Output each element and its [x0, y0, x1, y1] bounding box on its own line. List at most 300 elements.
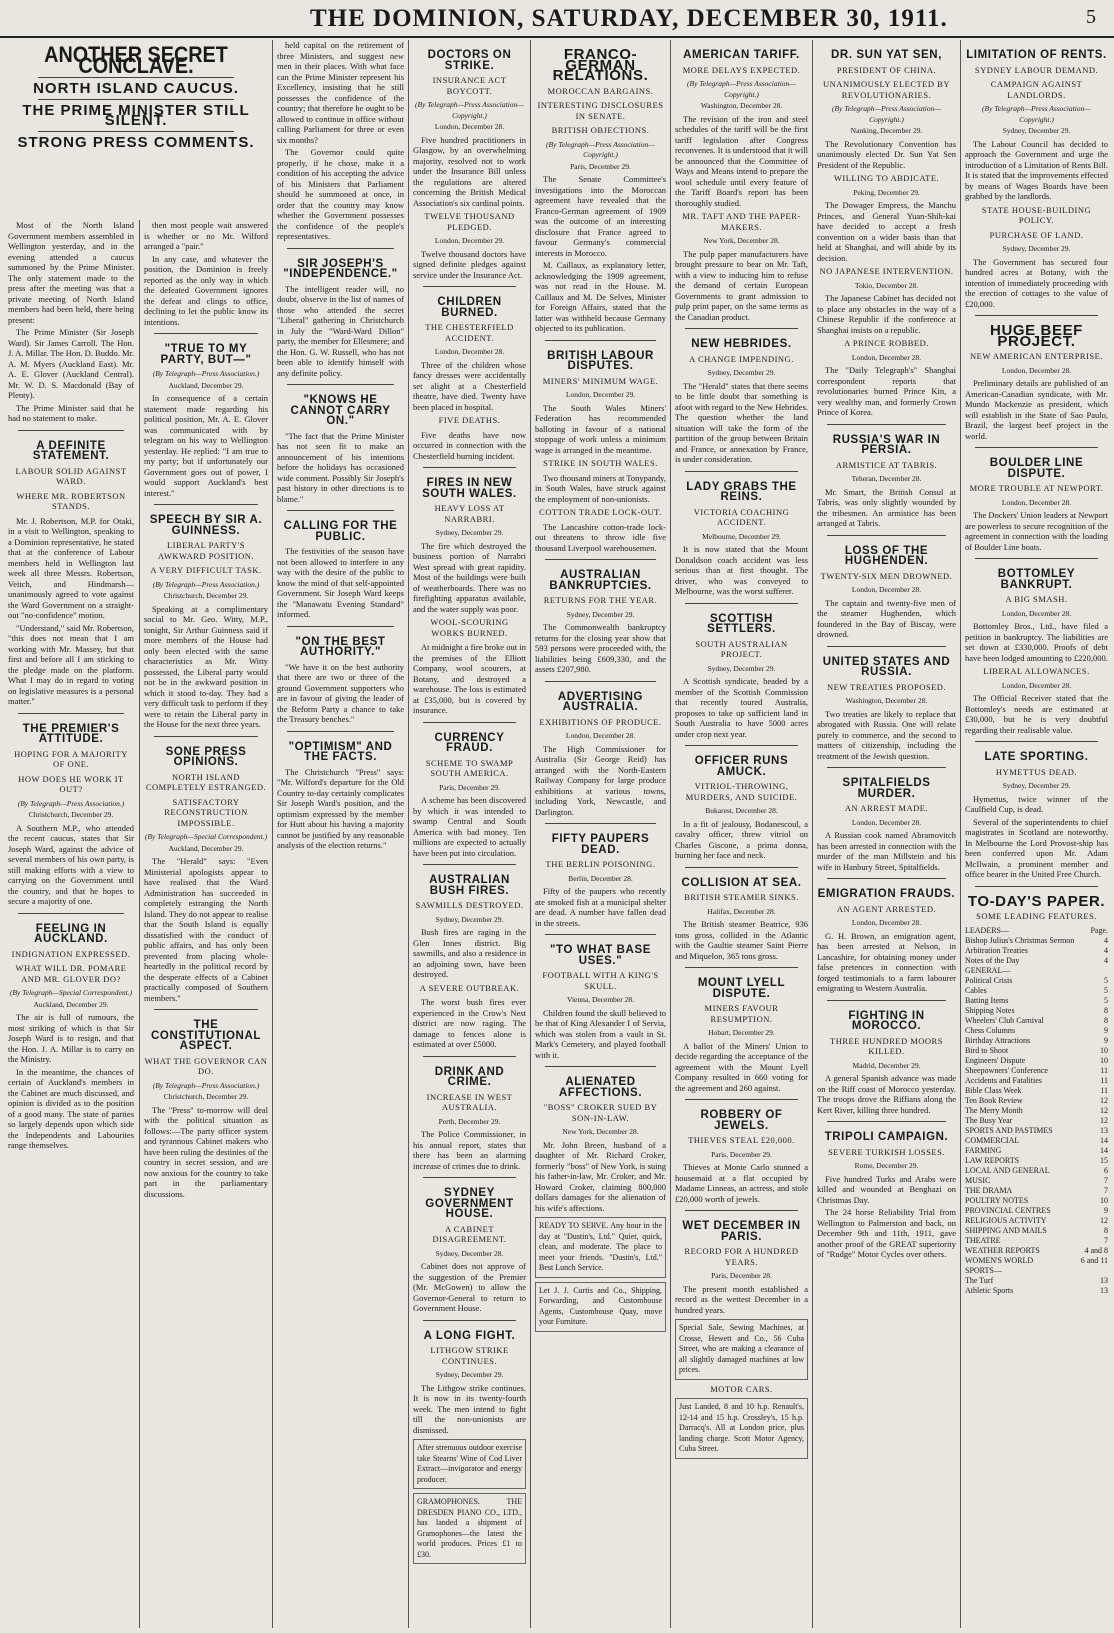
dateline: Sydney, December 29.: [1002, 126, 1071, 135]
contents-page: 4: [1104, 935, 1108, 945]
paragraph: Cabinet does not approve of the suggestion of the Premier (Mr. McGowen) to allow the Governor-General to return to Government House.: [413, 1261, 526, 1313]
sub-heading: HEAVY LOSS AT NARRABRI.: [434, 503, 505, 524]
column-rule: [670, 40, 671, 1628]
page-number: 5: [1086, 6, 1096, 28]
advertisement: After strenuous outdoor exercise take Stearns' Wine of Cod Liver Extract—invigorator and energy producer.: [413, 1439, 526, 1489]
credit-line: (By Telegraph—Special Correspondent.): [9, 988, 133, 997]
contents-row: [965, 1036, 1108, 1046]
column-rule: [530, 40, 531, 1628]
sub-heading: MOROCCAN BARGAINS.: [547, 85, 654, 96]
sub-heading: LIBERAL PARTY'S AWKWARD POSITION.: [157, 540, 255, 561]
divider: [423, 286, 516, 287]
dateline: New York, December 28.: [703, 236, 780, 245]
contents-page: 8: [1104, 1005, 1108, 1015]
paragraph: Three of the children whose fancy dresses were accidentally set alight at a Chesterfield theatre, have died. Twenty have been placed in hospital.: [413, 359, 526, 412]
contents-row: [965, 936, 1108, 946]
sub-headline: STRONG PRESS COMMENTS.: [17, 133, 255, 151]
paragraph: The Prime Minister said that he had no statement to make.: [8, 402, 134, 423]
section-heading: LIMITATION OF RENTS.: [966, 49, 1107, 61]
section-heading: OFFICER RUNS AMUCK.: [694, 755, 789, 778]
contents-row: [965, 926, 1108, 936]
dateline: London, December 29.: [565, 390, 636, 399]
paragraph: Mr. J. Robertson, M.P. for Otaki, in a visit to Wellington, speaking to a Dominion representative, he stated that at the conference of Labour members held in Wellington last week all three Messrs. Robertson, Veitch, and Hindmarsh—unanimously agreed to vote against the Ward Government on a straight-out "no-confidence" motion.: [8, 515, 134, 620]
contents-item: Shipping Notes: [965, 1005, 1015, 1015]
paragraph: held capital on the retirement of three Ministers, and suggest new men in their places. With what face can the Prime Minister represent his Excellency, insisting that he still possesses the confidence of the country; that therefore he ought to be allowed to continue in office without calling Parliament for three or even six months?: [277, 40, 404, 145]
contents-page: 4: [1104, 945, 1108, 955]
contents-page: 5: [1104, 995, 1108, 1005]
paragraph: A scheme has been discovered by which it was intended to swamp Central and South America with bad money. Ten millions are expected to actually have been put into circulation.: [413, 795, 526, 858]
paragraph: The Senate Committee's investigations into the Moroccan agreement have revealed that the Franco-German agreement of 1909 was the outcome of an interesting disclosure that France agreed to favour Germany's commercial interests in Morocco.: [535, 174, 666, 258]
divider: [685, 603, 798, 604]
contents-item: LEADERS—: [965, 925, 1009, 935]
contents-page: 11: [1100, 1085, 1108, 1095]
paragraph: A Southern M.P., who attended the recent caucus, states that Sir Joseph Ward, against the advice of several members of his own party, is still making efforts with a view to carrying on the Government until the country, and that he hopes to secure a majority of one.: [8, 822, 134, 906]
paragraph: A general Spanish advance was made on the Riff coast of Morocco yesterday. The troops drove the Riffians along the Kert River, killing three hundred.: [817, 1073, 956, 1115]
contents-row: [965, 1006, 1108, 1016]
paragraph: Mr. Smart, the British Consul at Tabris, was only slightly wounded by the tribesmen. An armistice has been arranged at Tabris.: [817, 486, 956, 528]
sub-heading: FOOTBALL WITH A KING'S SKULL.: [542, 970, 659, 991]
contents-row: [965, 1046, 1108, 1056]
divider: [685, 1210, 798, 1211]
paragraph: The "Herald" states that there seems to be little doubt that something is afoot with regard to the New Hebrides. The question whether the land situation will take the form of the partition of the group between Britain and France, or annexation by France, is under consideration.: [675, 380, 808, 464]
divider: [154, 504, 258, 505]
dateline: Christchurch, December 29.: [163, 591, 249, 600]
section-heading: SCOTTISH SETTLERS.: [707, 612, 776, 635]
column-4: [413, 40, 526, 1628]
dateline: Washington, December 28.: [845, 696, 928, 705]
paragraph: The 24 horse Reliability Trial from Wellington to Palmerston and back, on December 9th and 11th, 1911, gave another proof of the GREAT superiority of "Rudge" Motor Cycles over others.: [817, 1207, 956, 1259]
divider: [827, 646, 946, 647]
contents-item: LAW REPORTS: [965, 1155, 1020, 1165]
paragraph: Preliminary details are published of an American-Canadian syndicate, with Mr. Mundo Mackenzie as president, which will establish in the State of Sao Paulo, Brazil, the largest beef project in the world.: [965, 378, 1108, 441]
section-heading: MOUNT LYELL DISPUTE.: [697, 977, 786, 1000]
masthead-title: THE DOMINION, SATURDAY, DECEMBER 30, 1911.: [310, 5, 948, 32]
dateline: Christchurch, December 29.: [28, 810, 114, 819]
dateline: London, December 28.: [851, 352, 922, 362]
credit-line: (By Telegraph—Press Association.): [152, 1080, 260, 1090]
divider: [685, 471, 798, 472]
column-rule: [812, 40, 813, 1628]
contents-page: 8: [1104, 1015, 1108, 1025]
sub-heading: HOW DOES HE WORK IT OUT?: [18, 773, 124, 794]
sub-heading: INCREASE IN WEST AUSTRALIA.: [426, 1091, 513, 1112]
sub-heading: WHERE MR. ROBERTSON STANDS.: [16, 490, 126, 511]
dateline: Nanking, December 29.: [850, 126, 923, 135]
paragraph: The fire which destroyed the business portion of Narrabri West spread with great rapidity. Most of the buildings were built of weatherboards. There was no firefighting apparatus available, and the water supply was poor.: [413, 540, 526, 614]
divider: [975, 315, 1098, 316]
dateline: Auckland, December 29.: [33, 999, 109, 1009]
divider: [423, 1177, 516, 1178]
section-heading: DRINK AND CRIME.: [434, 1065, 505, 1088]
section-heading: THE CONSTITUTIONAL ASPECT.: [151, 1019, 261, 1052]
dateline: Teheran, December 28.: [851, 474, 922, 483]
sub-heading: A VERY DIFFICULT TASK.: [150, 565, 262, 575]
divider: [287, 510, 394, 511]
divider: [423, 1320, 516, 1321]
paragraph: In consequence of a certain statement made regarding his political position, Mr. A. E. Glover was communicated with by telegram on his way to Wellington yesterday. He replied: "I am true to my party; but if unfortunately our Government goes out of power, I would support Auckland's best interest.": [144, 393, 268, 498]
divider: [975, 447, 1098, 448]
contents-row: [965, 956, 1108, 966]
sub-heading: SEVERE TURKISH LOSSES.: [828, 1146, 945, 1157]
divider: [18, 713, 124, 714]
sub-heading: TWENTY-SIX MEN DROWNED.: [820, 570, 953, 581]
credit-line: (By Telegraph—Press Association—Copyright.): [982, 104, 1091, 124]
dateline: Paris, December 29.: [711, 1149, 772, 1159]
sub-heading: SAWMILLS DESTROYED.: [415, 900, 524, 910]
section-heading: "ON THE BEST AUTHORITY.": [295, 635, 386, 658]
sub-heading: MORE DELAYS EXPECTED.: [682, 64, 801, 75]
sub-heading: A BIG SMASH.: [1005, 594, 1068, 604]
contents-item: Ten Book Review: [965, 1095, 1023, 1105]
sub-heading: WOOL-SCOURING WORKS BURNED.: [430, 617, 509, 638]
advertisement: GRAMOPHONES. THE DRESDEN PIANO CO., LTD., has landed a shipment of Gramophones—the latest the world produces. Prices £1 to £30.: [413, 1493, 526, 1564]
contents-item: Sheepowners' Conference: [965, 1065, 1048, 1075]
paragraph: The "Daily Telegraph's" Shanghai correspondent reports that revolutionaries burned Prince Kin, a very wealthy man, and formerly Crown Prince of Korea.: [817, 365, 956, 417]
section-heading: DR. SUN YAT SEN,: [831, 49, 942, 61]
advertisement: Let J. J. Curtis and Co., Shipping, Forwarding, and Customhouse Agents, Customhouse Quay, move your Furniture.: [535, 1282, 666, 1332]
contents-page: 8: [1104, 1225, 1108, 1235]
sub-heading: EXHIBITIONS OF PRODUCE.: [539, 716, 662, 727]
divider: [545, 559, 656, 560]
sub-heading: VICTORIA COACHING ACCIDENT.: [693, 506, 790, 527]
divider: [18, 430, 124, 431]
paragraph: Twelve thousand doctors have signed definite pledges against service under the Insurance Act.: [413, 248, 526, 280]
paragraph: Several of the superintendents to chief magistrates in Scotland are noteworthy. In Melbourne the Lord Provost-ship has been conferred upon Mr. Adam McIlwain, a prominent member and office bearer in the United Free Church.: [965, 816, 1108, 879]
contents-page: 10: [1100, 1045, 1108, 1055]
divider: [423, 864, 516, 865]
column-1: [8, 220, 134, 1628]
divider: [38, 99, 234, 100]
dateline: Sydney, December 29.: [435, 914, 504, 924]
paragraph: The Lithgow strike continues. It is now in its twenty-fourth week. The men intend to fight till the non-unionists are dismissed.: [413, 1382, 526, 1435]
dateline: Madrid, December 29.: [852, 1060, 921, 1070]
credit-line: (By Telegraph—Press Association.): [152, 579, 260, 589]
dateline: Sydney, December 29.: [435, 528, 504, 537]
sub-heading: THREE HUNDRED MOORS KILLED.: [830, 1035, 943, 1056]
contents-item: LOCAL AND GENERAL: [965, 1165, 1050, 1175]
divider: [545, 340, 656, 341]
divider: [685, 328, 798, 329]
sub-heading: NEW TREATIES PROPOSED.: [826, 681, 947, 692]
contents-row: [965, 1106, 1108, 1116]
dateline: New York, December 28.: [562, 1127, 639, 1136]
column-rule: [408, 40, 409, 1628]
dateline: Berlin, December 28.: [568, 873, 633, 883]
divider: [423, 1056, 516, 1057]
contents-item: The Busy Year: [965, 1115, 1013, 1125]
sub-heading: NORTH ISLAND COMPLETELY ESTRANGED.: [145, 771, 267, 792]
divider: [685, 745, 798, 746]
contents-page: 14: [1100, 1145, 1108, 1155]
contents-item: SPORTS—: [965, 1265, 1002, 1275]
contents-page: 15: [1100, 1155, 1108, 1165]
credit-line: (By Telegraph—Press Association.): [17, 798, 125, 808]
sub-heading: SATISFACTORY RECONSTRUCTION IMPOSSIBLE.: [164, 796, 248, 828]
divider: [287, 731, 394, 732]
contents-page: 13: [1100, 1125, 1108, 1135]
sub-heading: LIBERAL ALLOWANCES.: [983, 666, 1090, 676]
dateline: Paris, December 29.: [570, 161, 631, 171]
paragraph: "We have it on the best authority that there are two or three of the ground Government supporters who are in favour of giving the leader of the Reform Party a chance to take the Treasury benches.": [277, 661, 404, 724]
main-headline: ANOTHER SECRET CONCLAVE.: [44, 42, 228, 78]
sub-heading: NO JAPANESE INTERVENTION.: [819, 266, 954, 276]
sub-heading: BRITISH STEAMER SINKS.: [684, 892, 799, 902]
contents-item: THEATRE: [965, 1235, 1001, 1245]
column-rule: [960, 40, 961, 1628]
paragraph: Five deaths have now occurred in connection with the Chesterfield burning incident.: [413, 429, 526, 461]
paragraph: The worst bush fires ever experienced in the Crow's Nest district are now raging. The damage to fences alone is estimated at over £5000.: [413, 997, 526, 1049]
paragraph: Most of the North Island Government members assembled in Wellington yesterday, and in the evening attended a caucus summoned by the Prime Minister. The only statement made to the press after the meeting was that a private meeting of North Island members had been held, there being present:: [8, 220, 134, 325]
contents-row: [965, 996, 1108, 1006]
dateline: Halifax, December 28.: [707, 906, 776, 916]
contents-item: RELIGIOUS ACTIVITY: [965, 1215, 1047, 1225]
section-heading: SPEECH BY SIR A. GUINNESS.: [149, 514, 263, 537]
contents-item: THE DRAMA: [965, 1185, 1013, 1195]
dateline: London, December 28.: [565, 731, 636, 740]
section-heading: ROBBERY OF JEWELS.: [700, 1109, 783, 1132]
dateline: Sydney, December 29.: [566, 609, 635, 619]
advertisement: Special Sale, Sewing Machines, at Crosse, Hewett and Co., 56 Cuba Street, who are making a clearance of all slightly damaged machines at low prices.: [675, 1319, 808, 1380]
contents-item: Bible Class Week: [965, 1085, 1022, 1095]
column-7: [817, 40, 956, 1628]
paragraph: The revision of the iron and steel schedules of the tariff will be the first tariff legislation after Congress reconvenes. It is understood that it will be announced that the Committee of Ways and Means intend to prepare the wool schedule until every feature of the Tariff Board's report has been thoroughly studied.: [675, 113, 808, 208]
paragraph: "The fact that the Prime Minister has not seen fit to make an announcement of his intentions before the holidays has occasioned wide comment. Possibly Sir Joseph's past history in other directions is to blame.": [277, 430, 404, 504]
contents-item: FARMING: [965, 1145, 1002, 1155]
contents-item: Bishop Julius's Christmas Sermon: [965, 935, 1075, 945]
section-heading: NEW HEBRIDES.: [691, 338, 792, 350]
contents-row: [965, 1136, 1108, 1146]
contents-item: The Turf: [965, 1275, 994, 1285]
sub-heading: PRESIDENT OF CHINA.: [836, 64, 937, 75]
contents-row: [965, 1186, 1108, 1196]
section-heading: EMIGRATION FRAUDS.: [817, 888, 956, 900]
paragraph: The Commonwealth bankruptcy returns for the closing year show that 593 persons were proceeded with, the liabilities being £609,330, and the assets £207,980.: [535, 622, 666, 674]
column-2: [144, 220, 268, 1628]
section-heading: FIRES IN NEW SOUTH WALES.: [422, 477, 517, 500]
section-heading: FRANCO-GERMAN RELATIONS.: [552, 46, 649, 84]
paragraph: The festivities of the season have not been allowed to interfere in any way with the desire of the public to know the mind of that self-appointed Government. Sir Joseph Ward keeps the "Manawatu Evening Standard" informed.: [277, 546, 404, 619]
dateline: Paris, December 29.: [439, 782, 500, 792]
sub-heading: MINERS' MINIMUM WAGE.: [542, 375, 659, 386]
divider: [154, 736, 258, 737]
dateline: London, December 28.: [1001, 608, 1072, 618]
contents-page: 7: [1104, 1175, 1108, 1185]
paragraph: The British steamer Beatrice, 936 tons gross, collided in the Atlantic with the Gaultie steamer Saint Pierre and Miquelon, 365 tons gross.: [675, 919, 808, 961]
contents-page: 11: [1100, 1075, 1108, 1085]
paragraph: M. Caillaux, as explanatory letter, acknowledging the 1909 agreement, was not read in the House. M. Caillaux and M. De Selves, Minister for Foreign Affairs, stated that the latter was withheld because Germany objected to its publication.: [535, 260, 666, 333]
contents-page: Page.: [1090, 925, 1108, 935]
contents-row: [965, 1116, 1108, 1126]
contents-item: Wheelers' Club Carnival: [965, 1015, 1044, 1025]
contents-row: [965, 1026, 1108, 1036]
advertisement: READY TO SERVE. Any hour in the day at "Dustin's, Ltd." Quiet, quick, clean, and moderate. The place to meet your friends. "Dustin's, Ltd." Best Lunch Service.: [535, 1217, 666, 1278]
dateline: Christchurch, December 29.: [163, 1092, 249, 1101]
contents-page: 4 and 8: [1084, 1245, 1108, 1255]
contents-item: Batting Items: [965, 995, 1009, 1005]
contents-item: Accidents and Fatalities: [965, 1075, 1042, 1085]
contents-row: [965, 1076, 1108, 1086]
paragraph: Speaking at a complimentary social to Mr. Geo. Witty, M.P., tonight, Sir Arthur Guinness said if more members of the House had only been elected with the same characteristics as Mr. Witty possessed, the Liberal party would not be in the awkward position in which it stood to-day. They had a very difficult task to perform if they were to retain the Liberal party in the House for the next three years.: [144, 603, 268, 729]
section-heading: SONE PRESS OPINIONS.: [165, 745, 247, 768]
divider: [287, 248, 394, 249]
divider: [827, 767, 946, 768]
sub-heading: WHAT WILL DR. POMARE AND MR. GLOVER DO?: [15, 963, 127, 984]
contents-row: [965, 1016, 1108, 1026]
contents-page: 12: [1100, 1095, 1108, 1105]
sub-heading: UNANIMOUSLY ELECTED BY REVOLUTIONARIES.: [823, 79, 950, 100]
dateline: London, December 28.: [1001, 680, 1072, 690]
contents-row: [965, 1146, 1108, 1156]
dateline: Vienna, December 28.: [566, 995, 635, 1004]
contents-row: [965, 966, 1108, 976]
credit-line: (By Telegraph—Press Association—Copyright.): [546, 139, 655, 159]
contents-row: [965, 946, 1108, 956]
credit-line: (By Telegraph—Press Association—Copyright.): [832, 104, 941, 124]
contents-item: POULTRY NOTES: [965, 1195, 1029, 1205]
contents-item: WOMEN'S WORLD: [965, 1255, 1034, 1265]
sub-heading: BRITISH OBJECTIONS.: [551, 125, 650, 135]
divider: [827, 424, 946, 425]
sub-heading: SCHEME TO SWAMP SOUTH AMERICA.: [425, 757, 514, 778]
paragraph: The present month established a record as the wettest December in a hundred years.: [675, 1283, 808, 1315]
sub-heading: INSURANCE ACT BOYCOTT.: [432, 75, 507, 96]
paragraph: The Police Commissioner, in his annual report, states that there has been an alarming increase of crimes due to drink.: [413, 1129, 526, 1171]
column-8: [965, 40, 1108, 1628]
section-heading: AUSTRALIAN BANKRUPTCIES.: [549, 569, 652, 592]
divider: [18, 913, 124, 914]
sub-heading: RETURNS FOR THE YEAR.: [543, 595, 658, 605]
sub-heading: AN AGENT ARRESTED.: [836, 903, 937, 914]
credit-line: (By Telegraph—Press Association—Copyright.): [687, 79, 796, 99]
paragraph: In a fit of jealousy, Bodanescoul, a cavalry officer, threw vitriol on Charles Giscone, a prima donna, burning her face and neck.: [675, 818, 808, 860]
contents-row: [965, 1096, 1108, 1106]
contents-row: [965, 1266, 1108, 1276]
dateline: Sydney, December 29.: [1002, 781, 1071, 790]
divider: [545, 934, 656, 935]
masthead: [0, 0, 1114, 38]
section-heading: AMERICAN TARIFF.: [683, 49, 800, 61]
sub-heading: STRIKE IN SOUTH WALES.: [543, 458, 658, 468]
section-heading: RUSSIA'S WAR IN PERSIA.: [832, 433, 941, 456]
sub-heading: SYDNEY LABOUR DEMAND.: [974, 64, 1099, 75]
paragraph: "Understand," said Mr. Robertson, "this does not mean that I am working with Mr. Massey, but that first and before all I am sticking to the pledge made on the platform. What I may do in regard to voting on legislative measures is a personal matter.": [8, 622, 134, 706]
contents-row: [965, 986, 1108, 996]
sub-heading: ARMISTICE AT TABRIS.: [835, 459, 938, 470]
dateline: Paris, December 28.: [711, 1271, 772, 1280]
section-heading: UNITED STATES AND RUSSIA.: [822, 655, 951, 678]
contents-row: [965, 1256, 1108, 1266]
paragraph: Mr. John Breen, husband of a daughter of Mr. Richard Croker, formerly "boss" of New York, is suing his father-in-law, Mr. Croker, and Mr. Howard Croker, claiming 800,000 dollars damages for the alienation of his wife's affections.: [535, 1139, 666, 1213]
columns-area: [0, 40, 1114, 1630]
paragraph: The Japanese Cabinet has decided not to place any obstacles in the way of a Chinese Republic if the conference at Shanghai insists on a republic.: [817, 293, 956, 335]
divider: [38, 131, 234, 132]
column-6: [675, 40, 808, 1628]
divider: [827, 878, 946, 879]
paragraph: The captain and twenty-five men of the steamer Hughenden, which foundered in the Bay of Biscay, were drowned.: [817, 597, 956, 639]
sub-heading: PURCHASE OF LAND.: [989, 229, 1084, 240]
contents-item: MUSIC: [965, 1175, 991, 1185]
section-heading: AUSTRALIAN BUSH FIRES.: [429, 874, 510, 897]
contents-item: Engineers' Dispute: [965, 1055, 1026, 1065]
contents-item: Political Crisis: [965, 975, 1013, 985]
sub-heading: HYMETTUS DEAD.: [995, 766, 1078, 777]
contents-row: [965, 1166, 1108, 1176]
column-5: [535, 40, 666, 1628]
contents-row: [965, 1226, 1108, 1236]
dateline: Auckland, December 29.: [168, 380, 244, 390]
paragraph: In the meantime, the chances of certain of Auckland's members in the Cabinet are much discussed, and opinion is divided as to the position of a good many. The state of parties so largely depends upon which side the Independents and Labourites range themselves.: [8, 1066, 134, 1150]
sub-heading: A PRINCE ROBBED.: [844, 338, 929, 348]
paragraph: The Labour Council has decided to approach the Government and urge the introduction of a Limitation of Rents Bill. It is stated that the improvements effected by means of Wages Boards have been grabbed by the landlords.: [965, 138, 1108, 201]
divider: [975, 886, 1098, 887]
section-heading: SPITALFIELDS MURDER.: [842, 777, 931, 800]
section-heading: THE PREMIER'S ATTITUDE.: [22, 722, 120, 745]
sub-heading: NEW AMERICAN ENTERPRISE.: [970, 351, 1103, 361]
divider: [827, 1000, 946, 1001]
section-heading: "TRUE TO MY PARTY, BUT—": [160, 343, 252, 366]
contents-item: PROVINCIAL CENTRES: [965, 1205, 1051, 1215]
section-heading: CHILDREN BURNED.: [437, 296, 502, 319]
contents-page: 10: [1100, 1195, 1108, 1205]
paragraph: The Christchurch "Press" says: "Mr. Wilford's departure for the Old Country to-day certainly complicates Sir Joseph Ward's position, and the optimism expressed by the member for Hutt about his having a majority cannot be justified by any reasonable analysis of the election returns.": [277, 766, 404, 850]
contents-page: 10: [1100, 1055, 1108, 1065]
sub-heading: SOUTH AUSTRALIAN PROJECT.: [695, 638, 788, 659]
divider: [287, 384, 394, 385]
dateline: Sydney, December 29.: [1002, 244, 1071, 253]
sub-heading: MINERS FAVOUR RESUMPTION.: [704, 1003, 779, 1024]
dateline: London, December 28.: [1001, 365, 1072, 375]
sub-heading: A SEVERE OUTBREAK.: [419, 982, 520, 993]
contents-row: [965, 1156, 1108, 1166]
section-heading: HUGE BEEF PROJECT.: [990, 322, 1083, 350]
contents-item: Notes of the Day: [965, 955, 1020, 965]
paragraph: Thieves at Monte Carlo stunned a housemaid at a flat occupied by Madame Linneas, an actress, and stole £20,000 worth of jewels.: [675, 1162, 808, 1204]
sub-heading: THE BERLIN POISONING.: [545, 859, 656, 869]
contents-page: 9: [1104, 1025, 1108, 1035]
paragraph: The intelligent reader will, no doubt, observe in the list of names of those who attended the secret "Liberal" gathering in Christchurch in July the "Ward-Ward Dillon" party, the member for Ellesmere; and the Hon. G. W. Russell, who has not been able to identify himself with any definite policy.: [277, 283, 404, 378]
column-3: [277, 40, 404, 1628]
section-heading: "OPTIMISM" AND THE FACTS.: [288, 740, 393, 763]
contents-page: 13: [1100, 1285, 1108, 1295]
contents-page: 7: [1104, 1185, 1108, 1195]
dateline: Perth, December 29.: [438, 1116, 501, 1126]
dateline: Hobart, December 29.: [708, 1028, 775, 1037]
section-heading: A DEFINITE STATEMENT.: [32, 439, 110, 462]
section-heading: FIFTY PAUPERS DEAD.: [551, 833, 650, 856]
paragraph: In any case, and whatever the position, the Dominion is freely reported as the only way in which the defeated Government ignores the defeat and clings to office, declining to let the public know its intentions.: [144, 253, 268, 327]
paragraph: The "Press" to-morrow will deal with the political situation as follows:—The party officer system and tyrannous Cabinet makers who have been ruling the destinies of the country in secret session, and are now anxious for the country to take part in the parliamentary discussions.: [144, 1104, 268, 1199]
contents-item: Birthday Attractions: [965, 1035, 1031, 1045]
dateline: Sydney, December 29.: [707, 368, 776, 377]
contents-row: [965, 1286, 1108, 1296]
sub-heading: A CHANGE IMPENDING.: [689, 353, 794, 364]
section-heading: WET DECEMBER IN PARIS.: [682, 1220, 801, 1243]
sub-heading: LITHGOW STRIKE CONTINUES.: [430, 1345, 509, 1366]
paragraph: Bottomley Bros., Ltd., have filed a petition in bankruptcy. The liabilities are set down at £330,000. Proofs of debt have been lodged amounting to £220,000.: [965, 621, 1108, 663]
dateline: Sydney, December 29.: [435, 1370, 504, 1379]
sub-heading: WHAT THE GOVERNOR CAN DO.: [144, 1055, 268, 1076]
section-heading: "KNOWS HE CANNOT CARRY ON.": [290, 394, 391, 427]
section-heading: LOSS OF THE HUGHENDEN.: [844, 544, 929, 567]
dateline: Tokio, December 28.: [854, 280, 919, 290]
credit-line: (By Telegraph—Press Association—Copyright.): [415, 100, 524, 120]
paragraph: At midnight a fire broke out in the premises of the Elliott Company, wool scourers, at Botany, and destroyed a warehouse. The loss is estimated at £35,000, but is covered by insurance.: [413, 642, 526, 715]
contents-page: 4: [1104, 955, 1108, 965]
paragraph: Children found the skull believed to be that of King Alexander I of Servia, which was stolen from a vault in St. Mark's Cemetery, and played football with it.: [535, 1007, 666, 1060]
dateline: Bukarest, December 28.: [705, 806, 778, 815]
section-heading: FIGHTING IN MOROCCO.: [848, 1009, 925, 1032]
sub-heading: HOPING FOR A MAJORITY OF ONE.: [14, 748, 128, 769]
